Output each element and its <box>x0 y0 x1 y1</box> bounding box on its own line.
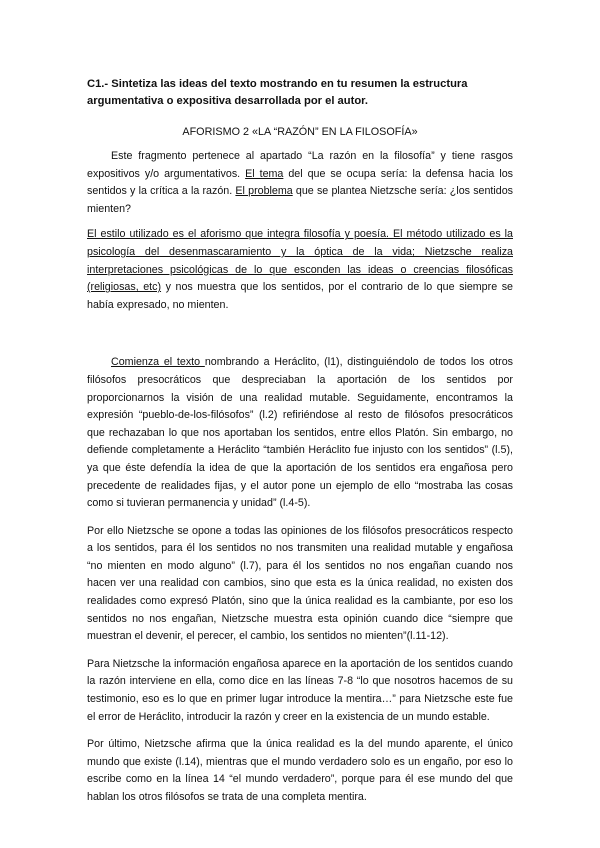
intro-text-c: que se plantea Nietzsche sería: ¿los sentidos mienten? <box>87 185 514 215</box>
paragraph-opposition: Por ello Nietzsche se opone a todas las opiniones de los filósofos presocráticos respecto a los sentidos, para él los sentidos no nos transmiten una realidad mutable y engañosa “no mienten en modo alguno” (l.7), para él los sentidos no nos engañan cuando nos hacen ver una realidad con cambios, sino que esta es la única realidad, no existen dos realidades como expresó Platón, sino que la única realidad es la cambiante, por eso los sentidos no nos engañan, Nietzsche muestra esta opinión cuando dice “siempre que muestran el devenir, el perecer, el cambio, los sentidos no mienten”(l.11-12). <box>87 524 513 643</box>
intro-text-b: del que se ocupa sería: la defensa hacia los sentidos y la crítica a la razón. <box>87 167 513 198</box>
paragraph-style-method <box>87 226 513 314</box>
style-method-underlined: El estilo utilizado es el aforismo que integra filosofía y poesía. El método utilizado es la psicología del desenmascaramiento y la óptica de la vida; Nietzsche realiza interpretaciones psicológicas de lo que esconden las ideas o creencias filosóficas (religiosas, etc) <box>87 228 513 294</box>
paragraph-reason-deception: Para Nietzsche la información engañosa aparece en la aportación de los sentidos cuando la razón interviene en ella, como dice en las líneas 7-8 “lo que nosotros hacemos de su testimonio, eso es lo que en primer lugar introduce la mentira…” para Nietzsche este fue el error de Heráclito, introducir la razón y creer en la existencia de un mundo estable. <box>87 657 513 723</box>
heraclitus-rest: nombrando a Heráclito, (l1), distinguiéndolo de todos los otros filósofos presocráticos que despreciaban la aportación de los sentidos por proporcionarnos la visión de una realidad mutable. Seguidamente, encontramos la expresión “pueblo-de-los-filósofos” (l.2) refiriéndose al resto de filósofos presocráticos que rechazaban lo que nos aportaban los sentidos, entre ellos Platón. Sin embargo, no defiende completamente a Heráclito “también Heráclito fue injusto con los sentidos” (l.5), ya que éste defendía la idea de que la aportación de los sentidos era engañosa pero precedente de realidades fijas, y el autor pone un ejemplo de ello “mostraba las cosas como si tuvieran permanencia y unidad” (l.4-5). <box>87 356 513 510</box>
section-subtitle: AFORISMO 2 «LA “RAZÓN” EN LA FILOSOFÍA» <box>182 126 418 138</box>
style-method-rest: y nos muestra que los sentidos, por el contrario de lo que siempre se había expresado, no mienten. <box>87 281 513 311</box>
heraclitus-lead: Comienza el texto <box>111 356 205 369</box>
problema-label: El problema <box>235 185 293 198</box>
question-title: C1.- Sintetiza las ideas del texto mostrando en tu resumen la estructura argumentativa o expositiva desarrollada por el autor. <box>87 78 468 107</box>
tema-label: El tema <box>245 167 284 180</box>
intro-text-a: Este fragmento pertenece al apartado “La razón en la filosofía” y tiene rasgos expositivos y/o argumentativos. <box>87 150 513 180</box>
paragraph-intro <box>87 148 513 218</box>
paragraph-conclusion: Por último, Nietzsche afirma que la única realidad es la del mundo aparente, el único mundo que existe (l.14), mientras que el mundo verdadero solo es un engaño, por eso lo escribe como en la línea 14 “el mundo verdadero”, porque para él ese mundo del que hablan los otros filósofos se trata de una completa mentira. <box>87 738 513 803</box>
paragraph-heraclitus <box>87 354 513 512</box>
